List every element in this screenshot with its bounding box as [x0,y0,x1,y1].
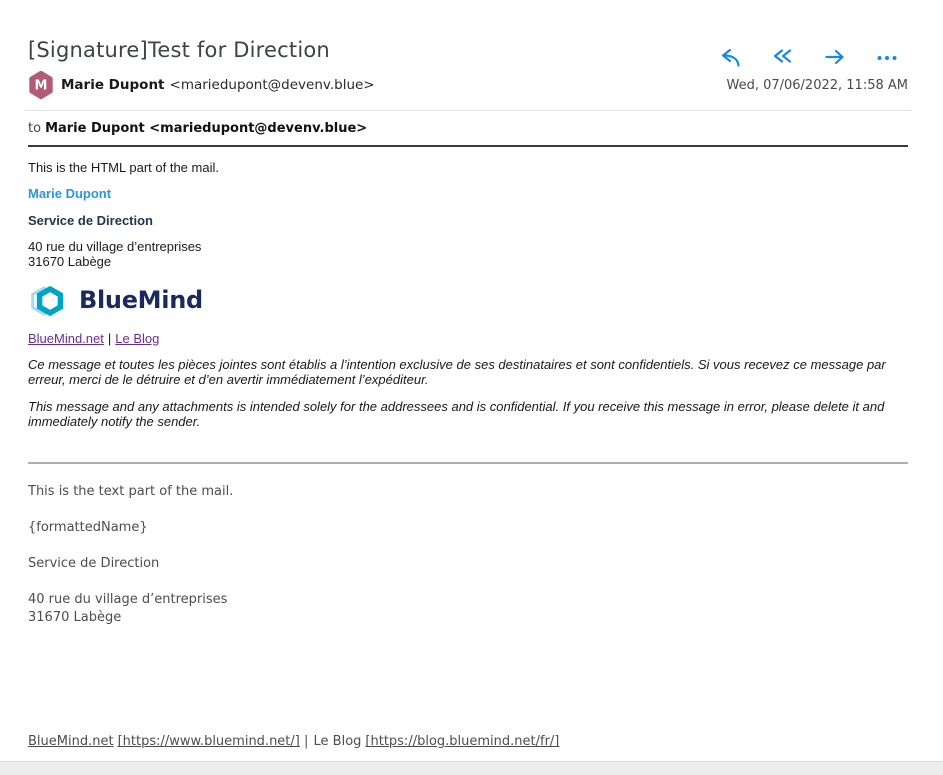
bluemind-logo [28,281,908,321]
text-address-line-1: 40 rue du village d’entreprises [28,592,228,608]
disclaimer-french: Ce message et toutes les pièces jointes sont établis a l’intention exclusive de ses destinataires et sont confidentiels. Si vous recevez ce message par erreur, merci de le détruire et d’en avertir immédiatement l’expéditeur. [28,356,886,388]
links-separator: | [107,330,112,346]
forward-button[interactable] [823,47,847,71]
text-intro-text: This is the text part of the mail. [28,484,234,500]
header-divider [25,110,911,111]
sender-email[interactable]: <mariedupont@devenv.blue> [169,77,375,93]
body-divider [28,145,908,147]
sender-row [28,70,908,100]
le-blog-link[interactable]: Le Blog [115,330,160,346]
parts-divider [28,462,908,464]
mail-reader-pane [0,38,943,775]
reply-icon [719,46,743,73]
more-options-icon [875,46,899,73]
signature-name: Marie Dupont [28,186,112,202]
message-date: Wed, 07/06/2022, 11:58 AM [726,77,908,93]
sender-avatar [28,70,54,100]
bottom-scroll-strip [0,761,943,775]
footer-le-blog-url[interactable]: [https://blog.bluemind.net/fr/] [365,734,560,750]
footer-le-blog-label: Le Blog [313,734,362,750]
reply-button[interactable] [719,47,743,71]
svg-text:M: M [34,78,48,94]
more-options-button[interactable] [875,47,899,71]
message-subject: [Signature]Test for Direction [28,38,330,62]
signature-links [28,331,908,346]
text-footer-links [28,733,908,751]
reply-all-icon [771,46,795,73]
signature-address [28,239,908,270]
text-role: Service de Direction [28,556,160,572]
bluemind-logo-icon [28,281,70,321]
address-line-2: 31670 Labège [28,254,112,270]
footer-separator: | [299,734,313,750]
html-mail-body [28,160,908,429]
text-address-line-2: 31670 Labège [28,610,122,626]
message-toolbar [719,47,899,71]
text-mail-body [28,483,908,751]
bluemind-logo-text: BlueMind [79,286,203,315]
disclaimer-english: This message and any attachments is intended solely for the addressees and is confidential. If you receive this message in error, please delete it and immediately notify the sender. [28,398,885,429]
text-address [28,591,908,627]
sender-name[interactable]: Marie Dupont [61,77,165,93]
signature-role: Service de Direction [28,212,153,228]
to-label: to [28,121,42,136]
recipients-row [28,121,908,136]
forward-icon [823,46,847,73]
address-line-1: 40 rue du village d’entreprises [28,238,202,254]
footer-bluemind-net-url[interactable]: [https://www.bluemind.net/] [117,734,300,750]
reply-all-button[interactable] [771,47,795,71]
to-recipient[interactable]: Marie Dupont <mariedupont@devenv.blue> [45,121,368,136]
bluemind-net-link[interactable]: BlueMind.net [28,330,104,346]
html-intro-text: This is the HTML part of the mail. [28,160,219,175]
footer-bluemind-net-link[interactable]: BlueMind.net [28,734,114,750]
formatted-name-placeholder: {formattedName} [28,520,148,536]
